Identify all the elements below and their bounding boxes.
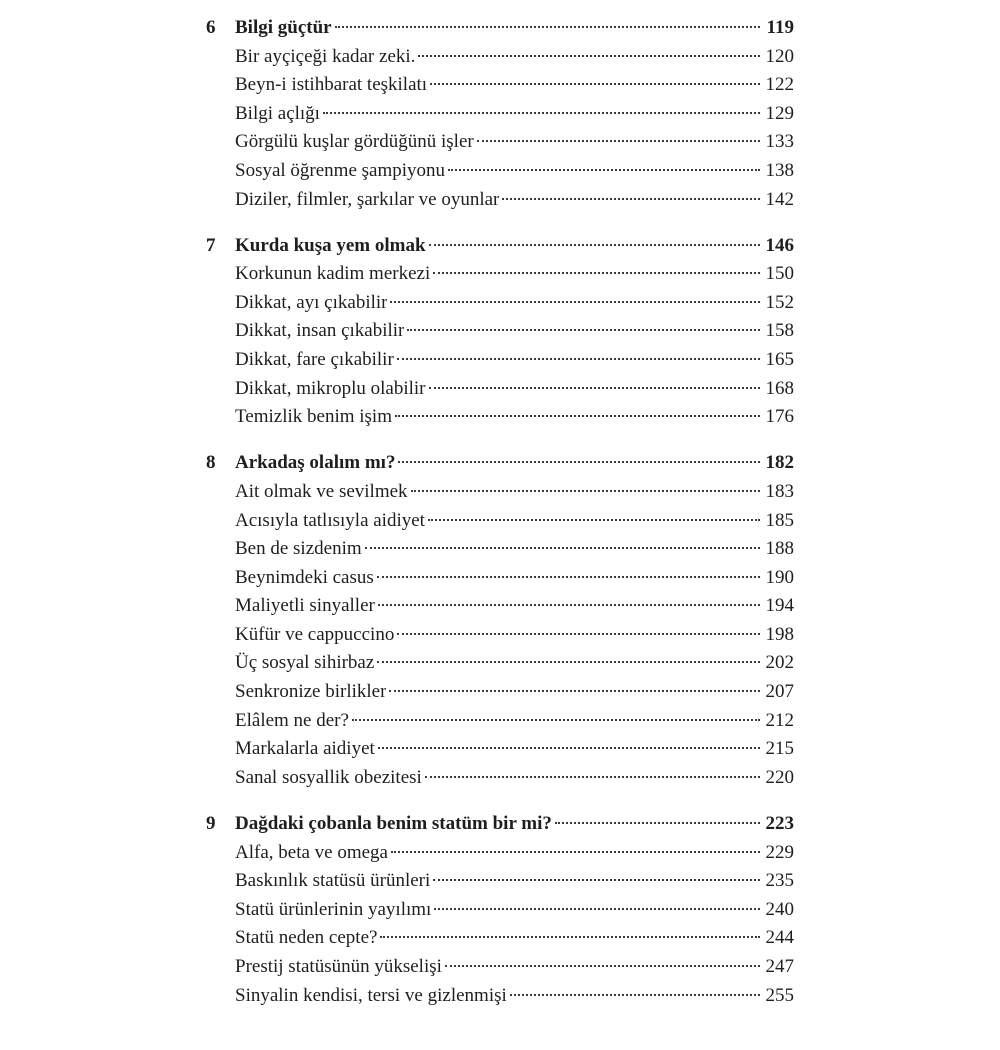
- dot-leader: [510, 994, 760, 996]
- section-page-number: 198: [765, 623, 794, 645]
- section-title: Markalarla aidiyet: [235, 738, 375, 760]
- dot-leader: [555, 822, 760, 824]
- section-page-number: 120: [765, 45, 794, 67]
- section-entry[interactable]: [206, 953, 794, 982]
- section-entry[interactable]: [206, 564, 794, 593]
- section-page-number: 244: [765, 927, 794, 949]
- dot-leader: [433, 879, 760, 881]
- chapter-number: 7: [206, 234, 216, 256]
- dot-leader: [397, 358, 760, 360]
- section-title: Senkronize birlikler: [235, 681, 387, 703]
- chapter-title: Kurda kuşa yem olmak: [235, 234, 426, 256]
- section-entry[interactable]: [206, 128, 794, 157]
- chapter-block: [206, 232, 794, 432]
- section-page-number: 190: [765, 566, 794, 588]
- section-title: Acısıyla tatlısıyla aidiyet: [235, 509, 425, 531]
- section-page-number: 255: [765, 984, 794, 1006]
- section-title: Üç sosyal sihirbaz: [235, 652, 375, 674]
- section-title: Küfür ve cappuccino: [235, 623, 395, 645]
- section-page-number: 142: [765, 188, 794, 210]
- section-title: Diziler, filmler, şarkılar ve oyunlar: [235, 188, 500, 210]
- chapter-title: Dağdaki çobanla benim statüm bir mi?: [235, 812, 552, 834]
- section-title: Dikkat, insan çıkabilir: [235, 320, 405, 342]
- dot-leader: [428, 519, 760, 521]
- dot-leader: [429, 244, 760, 246]
- section-page-number: 247: [765, 955, 794, 977]
- dot-leader: [398, 461, 760, 463]
- section-entry[interactable]: [206, 535, 794, 564]
- chapter-number: 8: [206, 452, 216, 474]
- section-title: Temizlik benim işim: [235, 406, 392, 428]
- section-entry[interactable]: [206, 507, 794, 536]
- section-entry[interactable]: [206, 924, 794, 953]
- section-entry[interactable]: [206, 896, 794, 925]
- section-page-number: 176: [765, 406, 794, 428]
- dot-leader: [429, 387, 760, 389]
- section-entry[interactable]: [206, 839, 794, 868]
- dot-leader: [418, 55, 760, 57]
- section-entry[interactable]: [206, 764, 794, 793]
- dot-leader: [434, 908, 760, 910]
- chapter-block: [206, 449, 794, 792]
- dot-leader: [352, 719, 760, 721]
- chapter-page-number: 119: [766, 17, 794, 38]
- section-page-number: 165: [765, 349, 794, 371]
- section-page-number: 129: [765, 102, 794, 124]
- dot-leader: [335, 26, 760, 28]
- section-page-number: 168: [765, 377, 794, 399]
- section-page-number: 183: [765, 480, 794, 502]
- section-page-number: 220: [765, 766, 794, 788]
- chapter-heading[interactable]: [206, 14, 794, 43]
- table-of-contents: [206, 14, 794, 1028]
- section-title: Elâlem ne der?: [235, 709, 349, 731]
- section-entry[interactable]: [206, 478, 794, 507]
- section-entry[interactable]: [206, 621, 794, 650]
- dot-leader: [378, 604, 760, 606]
- section-entry[interactable]: [206, 735, 794, 764]
- section-entry[interactable]: [206, 100, 794, 129]
- dot-leader: [365, 547, 760, 549]
- section-title: Dikkat, fare çıkabilir: [235, 349, 394, 371]
- section-entry[interactable]: [206, 592, 794, 621]
- section-entry[interactable]: [206, 678, 794, 707]
- dot-leader: [397, 633, 760, 635]
- chapter-title: Arkadaş olalım mı?: [235, 452, 396, 474]
- chapter-page-number: 182: [765, 452, 794, 474]
- dot-leader: [390, 301, 760, 303]
- chapter-block: [206, 810, 794, 1010]
- section-title: Sanal sosyallik obezitesi: [235, 766, 422, 788]
- section-title: Beynimdeki casus: [235, 566, 374, 588]
- section-page-number: 240: [765, 898, 794, 920]
- dot-leader: [378, 747, 760, 749]
- section-page-number: 188: [765, 538, 794, 560]
- section-title: Ait olmak ve sevilmek: [235, 480, 408, 502]
- dot-leader: [430, 83, 760, 85]
- chapter-title: Bilgi güçtür: [235, 17, 332, 38]
- chapter-heading[interactable]: [206, 449, 794, 478]
- dot-leader: [445, 965, 760, 967]
- section-title: Statü neden cepte?: [235, 927, 378, 949]
- section-entry[interactable]: [206, 186, 794, 215]
- chapter-heading[interactable]: [206, 232, 794, 261]
- section-title: Sinyalin kendisi, tersi ve gizlenmişi: [235, 984, 507, 1006]
- section-page-number: 229: [765, 841, 794, 863]
- chapter-block: [206, 14, 794, 214]
- dot-leader: [323, 112, 760, 114]
- section-page-number: 207: [765, 681, 794, 703]
- section-page-number: 150: [765, 263, 794, 285]
- section-page-number: 202: [765, 652, 794, 674]
- section-page-number: 235: [765, 870, 794, 892]
- chapter-page-number: 223: [765, 812, 794, 834]
- section-title: Prestij statüsünün yükselişi: [235, 955, 442, 977]
- section-page-number: 215: [765, 738, 794, 760]
- section-title: Görgülü kuşlar gördüğünü işler: [235, 131, 474, 153]
- chapter-number: 9: [206, 812, 216, 834]
- section-title: Sosyal öğrenme şampiyonu: [235, 159, 446, 181]
- dot-leader: [380, 936, 760, 938]
- section-entry[interactable]: [206, 157, 794, 186]
- dot-leader: [377, 576, 760, 578]
- section-title: Dikkat, ayı çıkabilir: [235, 291, 388, 313]
- section-entry[interactable]: [206, 71, 794, 100]
- section-title: Maliyetli sinyaller: [235, 595, 375, 617]
- section-title: Alfa, beta ve omega: [235, 841, 388, 863]
- section-page-number: 122: [765, 74, 794, 96]
- dot-leader: [502, 198, 760, 200]
- section-entry[interactable]: [206, 317, 794, 346]
- section-entry[interactable]: [206, 649, 794, 678]
- section-page-number: 185: [765, 509, 794, 531]
- section-page-number: 194: [765, 595, 794, 617]
- chapter-heading[interactable]: [206, 810, 794, 839]
- dot-leader: [395, 415, 760, 417]
- section-title: Statü ürünlerinin yayılımı: [235, 898, 432, 920]
- dot-leader: [477, 140, 760, 142]
- section-entry[interactable]: [206, 982, 794, 1011]
- dot-leader: [389, 690, 760, 692]
- section-entry[interactable]: [206, 403, 794, 432]
- section-entry[interactable]: [206, 43, 794, 72]
- section-entry[interactable]: [206, 346, 794, 375]
- dot-leader: [425, 776, 760, 778]
- section-entry[interactable]: [206, 867, 794, 896]
- dot-leader: [391, 851, 760, 853]
- dot-leader: [433, 272, 760, 274]
- section-title: Dikkat, mikroplu olabilir: [235, 377, 426, 399]
- dot-leader: [448, 169, 760, 171]
- section-title: Baskınlık statüsü ürünleri: [235, 870, 431, 892]
- dot-leader: [407, 329, 760, 331]
- chapter-page-number: 146: [765, 234, 794, 256]
- section-title: Bir ayçiçeği kadar zeki.: [235, 45, 416, 67]
- section-page-number: 158: [765, 320, 794, 342]
- section-title: Ben de sizdenim: [235, 538, 362, 560]
- chapter-number: 6: [206, 17, 216, 38]
- section-entry[interactable]: [206, 707, 794, 736]
- section-title: Korkunun kadim merkezi: [235, 263, 431, 285]
- section-page-number: 133: [765, 131, 794, 153]
- section-page-number: 152: [765, 291, 794, 313]
- section-entry[interactable]: [206, 375, 794, 404]
- dot-leader: [411, 490, 760, 492]
- section-page-number: 212: [765, 709, 794, 731]
- section-entry[interactable]: [206, 289, 794, 318]
- section-page-number: 138: [765, 159, 794, 181]
- section-title: Bilgi açlığı: [235, 102, 320, 124]
- section-title: Beyn-i istihbarat teşkilatı: [235, 74, 428, 96]
- section-entry[interactable]: [206, 260, 794, 289]
- dot-leader: [377, 661, 760, 663]
